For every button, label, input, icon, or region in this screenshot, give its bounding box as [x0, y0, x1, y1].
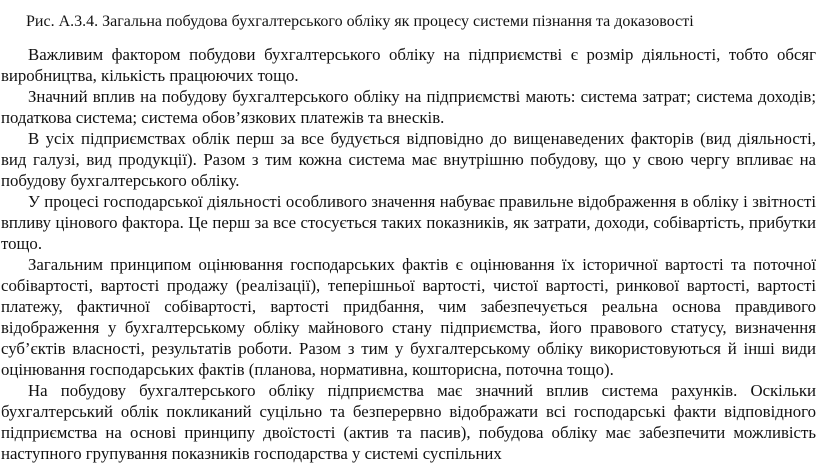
- figure-caption: Рис. А.3.4. Загальна побудова бухгалтерського обліку як процесу системи пізнання та доказовості: [26, 13, 694, 30]
- paragraph-4: У процесі господарської діяльності особливого значення набуває правильне відображення в обліку і звітності впливу цінового фактора. Це перш за все стосується таких показників, як затрати, доходи, собівартість, прибутки тощо.: [1, 192, 816, 253]
- body-text: [1, 44, 816, 464]
- paragraph-2: Значний вплив на побудову бухгалтерського обліку на підприємстві мають: система затрат; система доходів; податкова система; система обов’язкових платежів та внесків.: [1, 87, 816, 127]
- paragraph-6: На побудову бухгалтерського обліку підприємства має значний вплив система рахунків. Оскільки бухгалтерський облік покликаний суцільно та безперервно відображати всі господарські факти відповідного підприємства на основі принципу двоїстості (актив та пасив), побудова обліку має забезпечити можливість наступного групування показників господарства у системі суспільних: [1, 381, 816, 463]
- paragraph-5: Загальним принципом оцінювання господарських фактів є оцінювання їх історичної вартості та поточної собівартості, вартості продажу (реалізації), теперішньої вартості, чистої вартості, ринкової вартості, вартості платежу, фактичної собівартості, вартості придбання, чим забезпечується реальна основа правдивого відображення у бухгалтерському обліку майнового стану підприємства, його правового статусу, визначення суб’єктів власності, результатів роботи. Разом з тим у бухгалтерському обліку використовуються й інші види оцінювання господарських фактів (планова, нормативна, кошторисна, поточна тощо).: [1, 255, 816, 379]
- paragraph-3: В усіх підприємствах облік перш за все будується відповідно до вищенаведених факторів (вид діяльності, вид галузі, вид продукції). Разом з тим кожна система має внутрішню побудову, що у свою чергу впливає на побудову бухгалтерського обліку.: [1, 129, 816, 190]
- paragraph-1: Важливим фактором побудови бухгалтерського обліку на підприємстві є розмір діяльності, тобто обсяг виробництва, кількість працюючих тощо.: [1, 45, 816, 85]
